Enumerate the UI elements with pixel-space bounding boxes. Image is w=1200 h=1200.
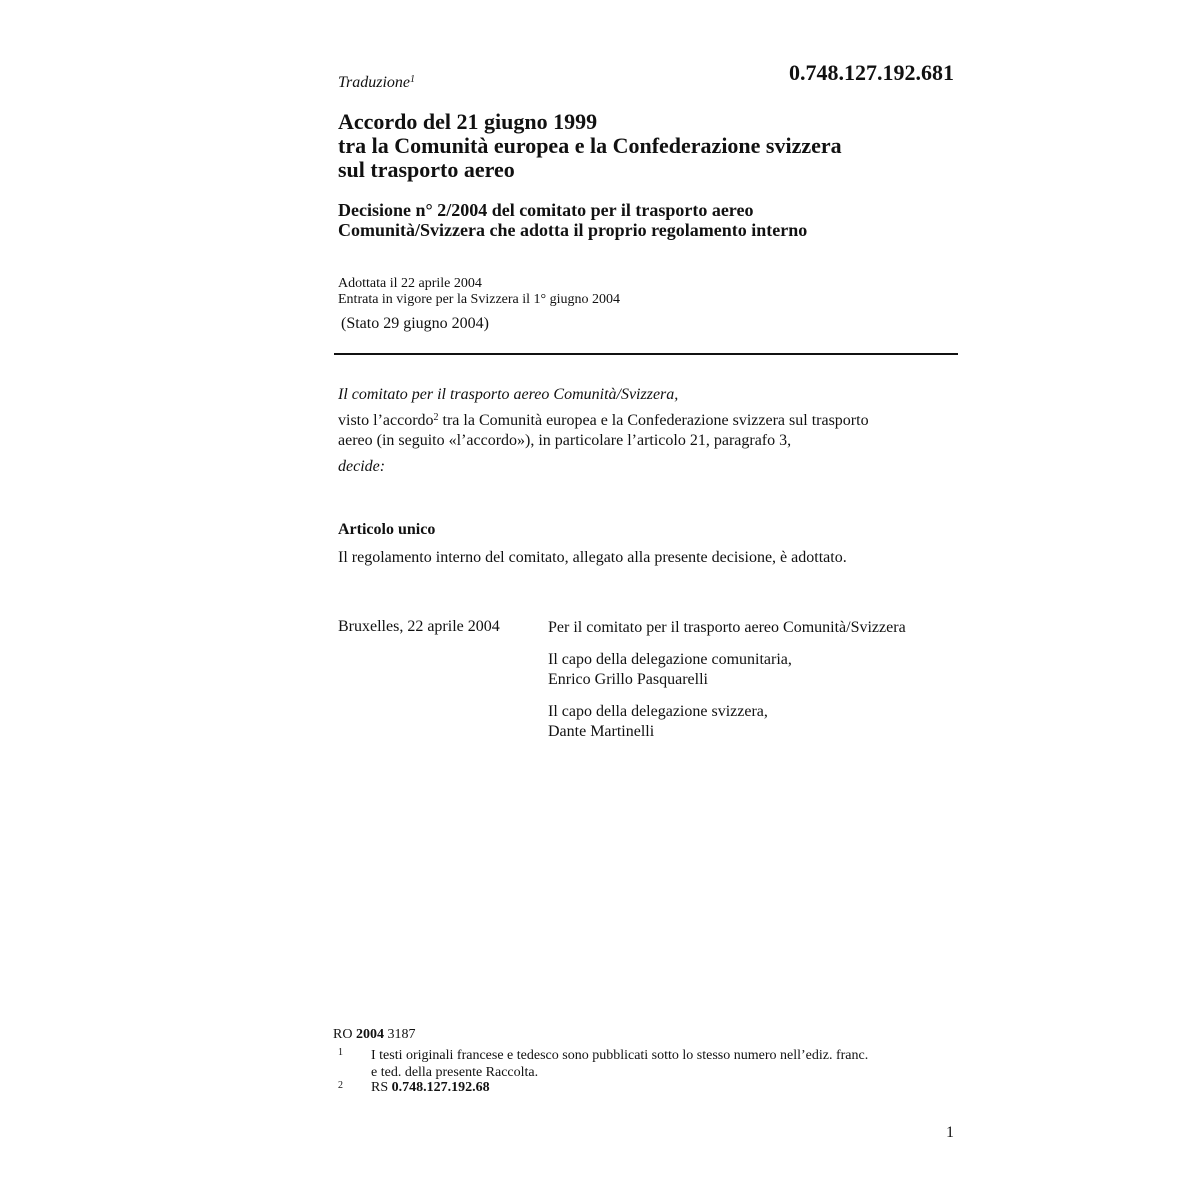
article-text: Il regolamento interno del comitato, allegato alla presente decisione, è adottato. <box>338 549 847 566</box>
decision-title <box>338 200 807 240</box>
signature-block <box>548 618 906 742</box>
committee-line: Il comitato per il trasporto aereo Comunità/Svizzera, <box>338 386 679 403</box>
subtitle-line-2: Comunità/Svizzera che adotta il proprio regolamento interno <box>338 220 808 240</box>
ro-reference <box>333 1027 415 1043</box>
footnote-2-ref[interactable]: 0.748.127.192.68 <box>391 1080 490 1095</box>
place-date: Bruxelles, 22 aprile 2004 <box>338 618 500 635</box>
ch-delegation-role: Il capo della delegazione svizzera, <box>548 703 768 720</box>
footnote-1-number: 1 <box>338 1047 343 1058</box>
footnote-1-line-1: I testi originali francese e tedesco sono pubblicati sotto lo stesso numero nell’ediz. franc. <box>371 1048 869 1063</box>
subtitle-line-1: Decisione n° 2/2004 del comitato per il trasporto aereo <box>338 200 754 220</box>
article-heading: Articolo unico <box>338 521 436 538</box>
sr-number: 0.748.127.192.681 <box>789 60 954 85</box>
footnote-2-text <box>371 1080 490 1096</box>
preamble <box>338 385 869 477</box>
status-date: (Stato 29 giugno 2004) <box>341 315 489 332</box>
ro-prefix: RO <box>333 1027 356 1042</box>
ro-year: 2004 <box>355 1027 384 1042</box>
adoption-date: Adottata il 22 aprile 2004 <box>338 276 482 291</box>
visto-rest: tra la Comunità europea e la Confederazione svizzera sul trasporto <box>438 412 869 429</box>
visto-start: visto l’accordo <box>338 412 434 429</box>
ro-page: 3187 <box>383 1027 416 1042</box>
visto-line-2: aereo (in seguito «l’accordo»), in particolare l’articolo 21, paragrafo 3, <box>338 432 792 449</box>
title-line-3: sul trasporto aereo <box>338 157 515 182</box>
footnote-1-line-2: e ted. della presente Raccolta. <box>371 1065 539 1080</box>
header-divider <box>334 353 958 355</box>
dates-block <box>338 276 620 308</box>
footnote-2-prefix: RS <box>371 1080 392 1095</box>
for-committee: Per il comitato per il trasporto aereo Comunità/Svizzera <box>548 619 906 636</box>
eu-delegation-role: Il capo della delegazione comunitaria, <box>548 651 792 668</box>
title-line-1: Accordo del 21 giugno 1999 <box>338 109 598 134</box>
eu-delegation-name: Enrico Grillo Pasquarelli <box>548 671 708 688</box>
page-number: 1 <box>946 1124 954 1141</box>
document-title <box>338 110 842 182</box>
footnote-ref-2[interactable]: 2 <box>433 412 439 423</box>
translation-text: Traduzione <box>338 74 411 91</box>
ch-delegation-name: Dante Martinelli <box>548 723 655 740</box>
decide-line: decide: <box>338 458 386 475</box>
translation-label <box>338 74 415 92</box>
entry-into-force: Entrata in vigore per la Svizzera il 1° giugno 2004 <box>338 292 621 307</box>
visto-line-1 <box>338 411 869 431</box>
title-line-2: tra la Comunità europea e la Confederazione svizzera <box>338 133 842 158</box>
footnote-2-number: 2 <box>338 1080 343 1091</box>
footnote-1-text <box>371 1047 868 1081</box>
footnote-ref-1[interactable]: 1 <box>410 74 416 85</box>
